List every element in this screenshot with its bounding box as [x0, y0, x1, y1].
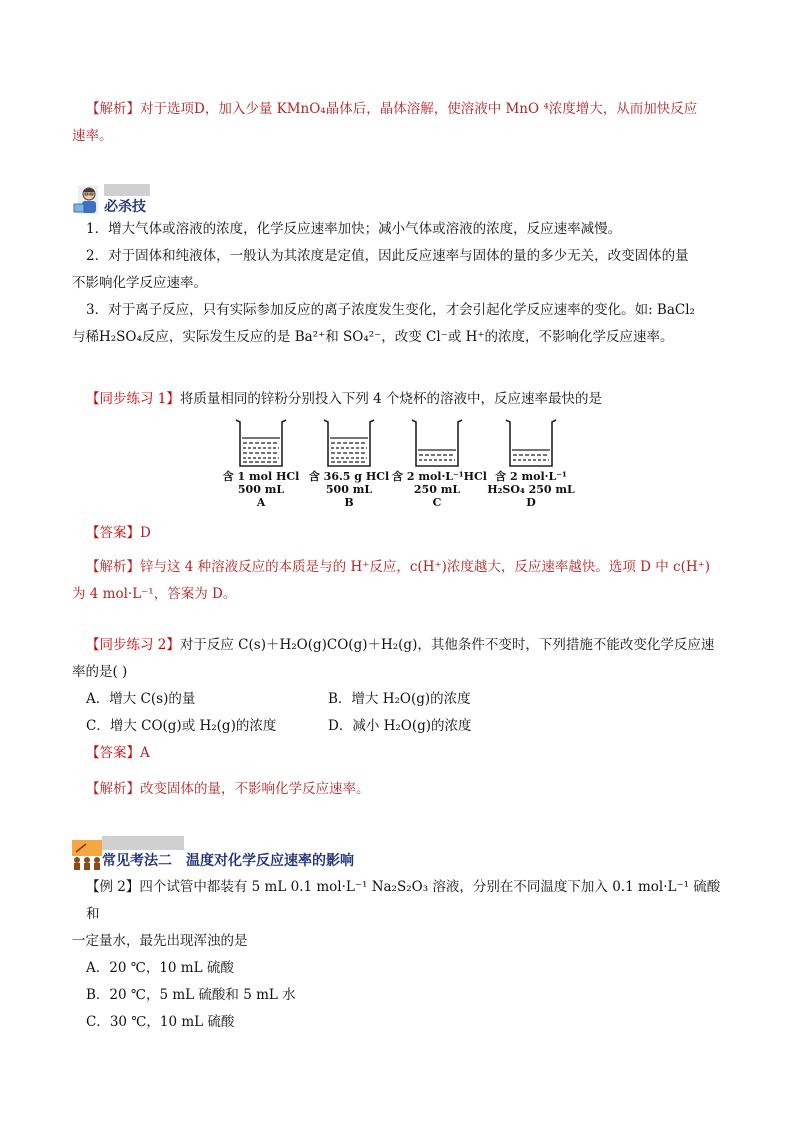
- option-c: C．增大 CO(g)或 H₂(g)的浓度: [86, 718, 277, 734]
- analysis-top: [72, 96, 724, 150]
- section-2-title: 温度对化学反应速率的影响: [186, 853, 354, 869]
- exercise-1-text: 将质量相同的锌粉分别投入下列 4 个烧杯的溶液中，反应速率最快的是: [179, 391, 603, 407]
- beaker-c-line2: 250 mL: [413, 483, 461, 496]
- beaker-c-letter: C: [432, 496, 442, 509]
- tip-2-cont: 不影响化学反应速率。: [72, 275, 207, 291]
- exercise-1-answer: [72, 520, 724, 547]
- analysis-tag: 【解析】: [86, 101, 140, 117]
- example-2: [72, 874, 724, 1036]
- beaker-b-letter: B: [344, 496, 354, 509]
- beaker-b-line1: 含 36.5 g HCl: [308, 470, 390, 483]
- beaker-d-line1: 含 2 mol·L⁻¹: [495, 470, 567, 483]
- analysis-tag: 【解析】: [86, 559, 140, 575]
- bishaji-title: 必杀技: [104, 199, 146, 215]
- beaker-b-line2: 500 mL: [325, 483, 373, 496]
- beaker-icon: [504, 418, 558, 470]
- beaker-icon: [410, 418, 464, 470]
- beaker-a: [216, 418, 306, 509]
- example-2-text-cont: 一定量水，最先出现浑浊的是: [72, 933, 248, 949]
- beaker-figure: [216, 418, 586, 518]
- option-a: A．20 ℃，10 mL 硫酸: [86, 960, 234, 976]
- beaker-c-line1: 含 2 mol·L⁻¹HCl: [392, 470, 487, 483]
- answer-value: D: [140, 525, 151, 541]
- beaker-d: [486, 418, 576, 509]
- analysis-tag: 【解析】: [86, 781, 140, 797]
- answer-tag: 【答案】: [86, 525, 140, 541]
- exercise-2: [72, 632, 724, 767]
- analysis-text: 改变固体的量，不影响化学反应速率。: [140, 781, 370, 797]
- beaker-a-line1: 含 1 mol HCl: [222, 470, 300, 483]
- beaker-a-letter: A: [256, 496, 266, 509]
- exercise-1-tag: 【同步练习 1】: [86, 391, 180, 407]
- analysis-text-cont: 速率。: [72, 128, 113, 144]
- beaker-b: [304, 418, 394, 509]
- option-b: B．20 ℃，5 mL 硫酸和 5 mL 水: [86, 987, 296, 1003]
- option-c: C．30 ℃，10 mL 硫酸: [86, 1014, 235, 1030]
- tip-2: 2．对于固体和纯液体，一般认为其浓度是定值，因此反应速率与固体的量的多少无关，改变固体的量: [86, 248, 689, 264]
- option-d: D．减小 H₂O(g)的浓度: [328, 718, 472, 734]
- tip-3: 3．对于离子反应，只有实际参加反应的离子浓度发生变化，才会引起化学反应速率的变化。如: BaCl₂: [86, 302, 695, 318]
- exercise-2-text-cont: 率的是( ): [72, 664, 128, 680]
- exercise-1-analysis: [72, 554, 724, 608]
- analysis-text-cont: 为 4 mol·L⁻¹，答案为 D。: [72, 586, 237, 602]
- tip-3-cont: 与稀H₂SO₄反应，实际发生反应的是 Ba²⁺和 SO₄²⁻，改变 Cl⁻或 H⁺的浓度，不影响化学反应速率。: [72, 329, 674, 345]
- bishaji-heading: [72, 184, 150, 216]
- analysis-text: 锌与这 4 种溶液反应的本质是与的 H⁺反应，c(H⁺)浓度越大，反应速率越快。选项 D 中 c(H⁺): [140, 559, 711, 575]
- beaker-icon: [234, 418, 288, 470]
- beaker-d-letter: D: [526, 496, 536, 509]
- teacher-icon: [72, 184, 104, 216]
- answer-value: A: [140, 745, 150, 761]
- bishaji-content: [72, 216, 724, 351]
- answer-tag: 【答案】: [86, 745, 140, 761]
- example-2-text: 【例 2】四个试管中都装有 5 mL 0.1 mol·L⁻¹ Na₂S₂O₃ 溶液，分别在不同温度下加入 0.1 mol·L⁻¹ 硫酸和: [86, 879, 721, 922]
- option-a: A．增大 C(s)的量: [86, 691, 196, 707]
- exercise-1-question: [72, 386, 724, 413]
- option-b: B．增大 H₂O(g)的浓度: [328, 691, 471, 707]
- exercise-2-tag: 【同步练习 2】: [86, 637, 180, 653]
- tip-1: 1．增大气体或溶液的浓度，化学反应速率加快；减小气体或溶液的浓度，反应速率减慢。: [86, 221, 622, 237]
- analysis-text: 对于选项D，加入少量 KMnO₄晶体后，晶体溶解，使溶液中 MnO ⁴浓度增大，从而加快反应: [140, 101, 698, 117]
- exercise-2-text: 对于反应 C(s)＋H₂O(g)CO(g)＋H₂(g)，其他条件不变时，下列措施不能改变化学反应速: [179, 637, 715, 653]
- beaker-icon: [322, 418, 376, 470]
- beaker-c: [392, 418, 487, 509]
- section-2-label: 常见考法二: [102, 853, 172, 869]
- section-2-heading: [72, 836, 354, 870]
- beaker-a-line2: 500 mL: [237, 483, 285, 496]
- beaker-d-line2: H₂SO₄ 250 mL: [487, 483, 575, 496]
- exercise-2-analysis: [72, 776, 724, 803]
- group-icon: [72, 840, 102, 870]
